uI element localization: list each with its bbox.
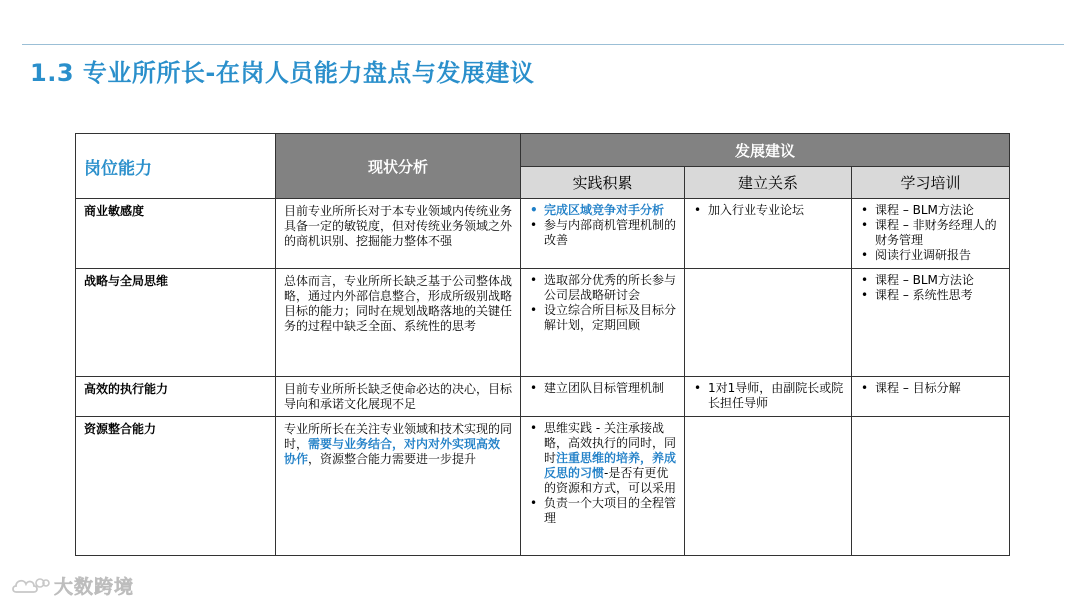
practice-item: • 负责一个大项目的全程管理 bbox=[527, 496, 678, 526]
practice-text: -是否有更优的资源和方式，可以采用 bbox=[544, 466, 677, 495]
table-row bbox=[76, 377, 1010, 417]
training-item: • 课程 – BLM方法论 bbox=[858, 203, 1003, 218]
page-title: 1.3 专业所所长-在岗人员能力盘点与发展建议 bbox=[30, 59, 535, 87]
relations-cell bbox=[685, 377, 852, 417]
status-highlight-text: 需要与业务结合，对内对外实现高效协作 bbox=[284, 437, 501, 466]
practice-item: • 完成区域竞争对手分析 bbox=[527, 203, 678, 218]
training-cell bbox=[852, 377, 1010, 417]
header-development-suggestion: 发展建议 bbox=[521, 134, 1010, 167]
header-training: 学习培训 bbox=[852, 167, 1010, 199]
status-cell bbox=[276, 269, 521, 377]
status-cell bbox=[276, 417, 521, 556]
relations-cell bbox=[685, 417, 852, 556]
header-relations: 建立关系 bbox=[685, 167, 852, 199]
status-cell bbox=[276, 199, 521, 269]
relations-item: • 加入行业专业论坛 bbox=[691, 203, 845, 218]
status-text: 专业所所长在关注专业领域和技术实现的同时， bbox=[284, 422, 513, 451]
status-text: ，资源整合能力需要进一步提升 bbox=[308, 452, 477, 466]
watermark-text: 大数跨境 bbox=[54, 576, 135, 598]
relations-item: • 1对1导师，由副院长或院长担任导师 bbox=[691, 381, 845, 411]
practice-item: • 参与内部商机管理机制的改善 bbox=[527, 218, 678, 248]
practice-cell bbox=[521, 269, 685, 377]
practice-item: • 选取部分优秀的所长参与公司层战略研讨会 bbox=[527, 273, 678, 303]
capability-matrix-table bbox=[75, 133, 1010, 556]
practice-cell bbox=[521, 417, 685, 556]
relations-cell bbox=[685, 199, 852, 269]
table-row bbox=[76, 269, 1010, 377]
header-status-analysis: 现状分析 bbox=[276, 134, 521, 199]
capability-name: 战略与全局思维 bbox=[76, 269, 276, 377]
capability-name: 高效的执行能力 bbox=[76, 377, 276, 417]
training-cell bbox=[852, 417, 1010, 556]
status-text: 目前专业所所长对于本专业领域内传统业务具备一定的敏锐度，但对传统业务领域之外的商机识别、挖掘能力整体不强 bbox=[284, 204, 513, 248]
training-cell bbox=[852, 269, 1010, 377]
table-row bbox=[76, 417, 1010, 556]
cloud-logo-icon bbox=[10, 574, 50, 598]
table-row bbox=[76, 199, 1010, 269]
watermark bbox=[10, 572, 134, 599]
capability-name: 资源整合能力 bbox=[76, 417, 276, 556]
training-cell bbox=[852, 199, 1010, 269]
practice-text: 思维实践 - 关注承接战略，高效执行的同时，同时 bbox=[544, 421, 677, 465]
status-text: 目前专业所所长缺乏使命必达的决心，目标导向和承诺文化展现不足 bbox=[284, 382, 513, 411]
training-item: • 课程 – 目标分解 bbox=[858, 381, 1003, 396]
top-divider bbox=[22, 44, 1064, 45]
header-practice: 实践积累 bbox=[521, 167, 685, 199]
practice-cell bbox=[521, 199, 685, 269]
status-text: 总体而言，专业所所长缺乏基于公司整体战略，通过内外部信息整合，形成所级别战略目标的能力；同时在规划战略落地的关键任务的过程中缺乏全面、系统性的思考 bbox=[284, 274, 513, 333]
training-item: • 阅读行业调研报告 bbox=[858, 248, 1003, 263]
practice-item bbox=[527, 421, 678, 496]
header-capability: 岗位能力 bbox=[76, 134, 276, 199]
training-item: • 课程 – BLM方法论 bbox=[858, 273, 1003, 288]
status-cell bbox=[276, 377, 521, 417]
practice-cell bbox=[521, 377, 685, 417]
practice-item: • 设立综合所目标及目标分解计划，定期回顾 bbox=[527, 303, 678, 333]
training-item: • 课程 – 非财务经理人的财务管理 bbox=[858, 218, 1003, 248]
practice-highlight-text: 注重思维的培养，养成反思的习惯 bbox=[544, 451, 677, 480]
practice-item: • 建立团队目标管理机制 bbox=[527, 381, 678, 396]
capability-name: 商业敏感度 bbox=[76, 199, 276, 269]
training-item: • 课程 – 系统性思考 bbox=[858, 288, 1003, 303]
relations-cell bbox=[685, 269, 852, 377]
